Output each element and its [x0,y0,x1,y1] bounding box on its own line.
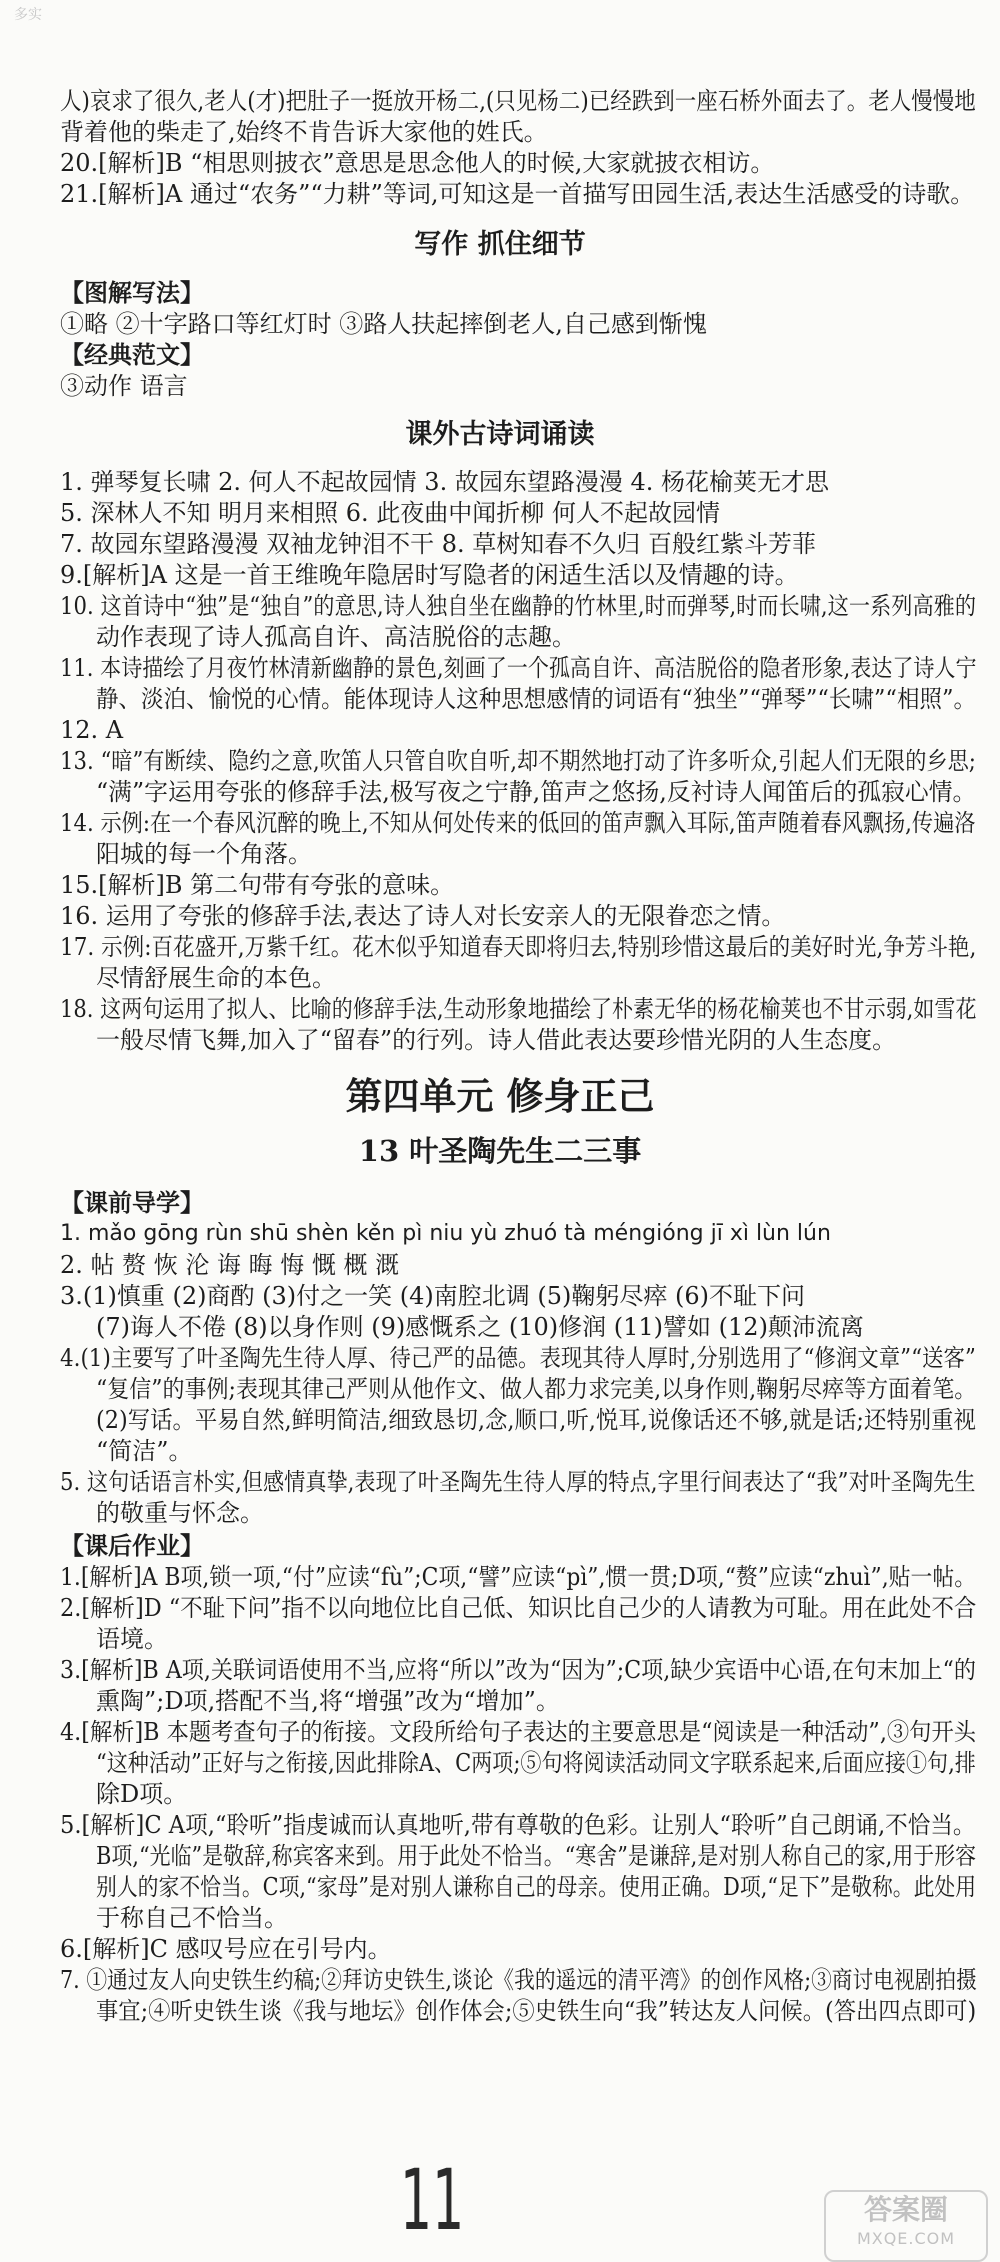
corner-mark: 多实 [14,7,42,23]
text-line: 10. 这首诗中“独”是“独自”的意思,诗人独自坐在幽静的竹林里,时而弹琴,时而长啸,这一系列高雅的 [60,592,977,620]
text-line: 9.[解析]A 这是一首王维晚年隐居时写隐者的闲适生活以及情趣的诗。 [60,561,799,589]
text-line: “复信”的事例;表现其律己严则从他作文、做人都力求完美,以身作则,鞠躬尽瘁等方面着笔。 [96,1375,977,1403]
text-line: 背着他的柴走了,始终不肯告诉大家他的姓氏。 [60,118,548,146]
text-line: 人)哀求了很久,老人(才)把肚子一挺放开杨二,(只见杨二)已经跌到一座石桥外面去了。老人慢慢地 [60,87,976,115]
text-line: 除D项。 [96,1780,188,1808]
text-line: 5. 这句话语言朴实,但感情真挚,表现了叶圣陶先生待人厚的特点,字里行间表达了“我”对叶圣陶先生 [60,1468,976,1496]
text-line: 静、淡泊、愉悦的心情。能体现诗人这种思想感情的词语有“独坐”“弹琴”“长啸”“相照”。 [96,685,976,713]
text-line: 5. 深林人不知 明月来相照 6. 此夜曲中闻折柳 何人不起故园情 [60,499,720,527]
subheading: 【经典范文】 [60,340,204,369]
text-line: 3.[解析]B A项,关联词语使用不当,应将“所以”改为“因为”;C项,缺少宾语中心语,在句末加上“的 [60,1656,976,1684]
text-line: 事宜;④听史铁生谈《我与地坛》创作体会;⑤史铁生向“我”转达友人问候。(答出四点即可) [96,1997,977,2025]
text-line: 18. 这两句运用了拟人、比喻的修辞手法,生动形象地描绘了朴素无华的杨花榆荚也不甘示弱,如雪花 [60,995,977,1023]
watermark-logo [824,2190,988,2262]
text-line: 11. 本诗描绘了月夜竹林清新幽静的景色,刻画了一个孤高自许、高洁脱俗的隐者形象,表达了诗人宁 [60,654,977,682]
text-line: 别人的家不恰当。C项,“家母”是对别人谦称自己的母亲。使用正确。D项,“足下”是敬称。此处用 [96,1873,977,1901]
text-line: 21.[解析]A 通过“农务”“力耕”等词,可知这是一首描写田园生活,表达生活感受的诗歌。 [60,180,975,208]
text-line: 熏陶”;D项,搭配不当,将“增强”改为“增加”。 [96,1687,560,1715]
handwritten-page-number: 11 [400,2151,465,2249]
subheading: 【图解写法】 [60,278,204,307]
text-line: 17. 示例:百花盛开,万紫千红。花木似乎知道春天即将归去,特别珍惜这最后的美好时光,争芳斗艳, [60,933,977,961]
text-line: 语境。 [96,1625,168,1653]
subheading: 【课后作业】 [60,1531,204,1560]
text-line: 6.[解析]C 感叹号应在引号内。 [60,1935,392,1963]
subheading: 【课前导学】 [60,1188,204,1217]
text-line: 5.[解析]C A项,“聆听”指虔诚而认真地听,带有尊敬的色彩。让别人“聆听”自己朗诵,不恰当。 [60,1811,976,1839]
text-line: (7)诲人不倦 (8)以身作则 (9)感慨系之 (10)修润 (11)譬如 (12)颠沛流离 [96,1313,864,1341]
text-line: 的敬重与怀念。 [96,1499,264,1527]
text-line: ①略 ②十字路口等红灯时 ③路人扶起摔倒老人,自己感到惭愧 [60,310,707,338]
text-line: B项,“光临”是敬辞,称宾客来到。用于此处不恰当。“寒舍”是谦辞,是对别人称自己的家,用于形容 [96,1842,977,1870]
lesson-title: 13 叶圣陶先生二三事 [358,1134,642,1168]
text-line: “满”字运用夸张的修辞手法,极写夜之宁静,笛声之悠扬,反衬诗人闻笛后的孤寂心情。 [96,778,977,806]
text-line: 2. 帖 赘 恢 沦 诲 晦 悔 慨 概 溉 [60,1251,400,1279]
watermark-text: 答案圈 [863,2193,948,2226]
text-line: 4.(1)主要写了叶圣陶先生待人厚、待己严的品德。表现其待人厚时,分别选用了“修润文章”“送客” [60,1344,976,1372]
watermark-domain: MXQE.COM [856,2229,956,2248]
text-line: 1. 弹琴复长啸 2. 何人不起故园情 3. 故园东望路漫漫 4. 杨花榆荚无才思 [60,468,829,496]
unit-title: 第四单元 修身正己 [345,1074,655,1118]
text-line: 15.[解析]B 第二句带有夸张的意味。 [60,871,455,899]
text-line: “这种活动”正好与之衔接,因此排除A、C两项;⑤句将阅读活动同文字联系起来,后面应接①句,排 [96,1749,976,1777]
text-line: (2)写话。平易自然,鲜明简洁,细致恳切,念,顺口,听,悦耳,说像话还不够,就是话;还特别重视 [96,1406,976,1434]
text-line: 16. 运用了夸张的修辞手法,表达了诗人对长安亲人的无限眷恋之情。 [60,902,786,930]
text-line: 尽情舒展生命的本色。 [96,964,336,992]
text-line: 2.[解析]D “不耻下问”指不以向地位比自己低、知识比自己少的人请教为可耻。用在此处不合 [60,1594,977,1622]
text-line: 20.[解析]B “相思则披衣”意思是思念他人的时候,大家就披衣相访。 [60,149,775,177]
section-title: 写作 抓住细节 [414,229,586,260]
text-line: 7. 故园东望路漫漫 双袖龙钟泪不干 8. 草树知春不久归 百般红紫斗芳菲 [60,530,816,558]
text-line: 12. A [60,716,124,744]
text-line: 阳城的每一个角落。 [96,840,312,868]
text-line: “简洁”。 [96,1437,193,1465]
text-line: 一般尽情飞舞,加入了“留春”的行列。诗人借此表达要珍惜光阴的人生态度。 [96,1026,897,1054]
text-line: 4.[解析]B 本题考查句子的衔接。文段所给句子表达的主要意思是“阅读是一种活动”,③句开头 [60,1718,976,1746]
text-line: 动作表现了诗人孤高自许、高洁脱俗的志趣。 [96,623,576,651]
pinyin-line: 1. mǎo gōng rùn shū shèn kěn pì niu yù zhuó tà méngióng jī xì lùn lún [60,1221,831,1246]
text-line: ③动作 语言 [60,372,188,400]
text-line: 1.[解析]A B项,锁一项,“付”应读“fù”;C项,“譬”应读“pì”,惯一贯;D项,“赘”应读“zhuì”,贴一帖。 [60,1563,977,1591]
text-line: 7. ①通过友人向史铁生约稿;②拜访史铁生,谈论《我的遥远的清平湾》的创作风格;③商讨电视剧拍摄 [60,1966,977,1994]
text-line: 14. 示例:在一个春风沉醉的晚上,不知从何处传来的低回的笛声飘入耳际,笛声随着春风飘扬,传遍洛 [60,809,976,837]
section-title: 课外古诗词诵读 [405,419,595,450]
text-line: 13. “暗”有断续、隐约之意,吹笛人只管自吹自听,却不期然地打动了许多听众,引起人们无限的乡思; [60,747,976,775]
text-line: 于称自己不恰当。 [96,1904,288,1932]
text-line: 3.(1)慎重 (2)商酌 (3)付之一笑 (4)南腔北调 (5)鞠躬尽瘁 (6)不耻下问 [60,1282,806,1310]
